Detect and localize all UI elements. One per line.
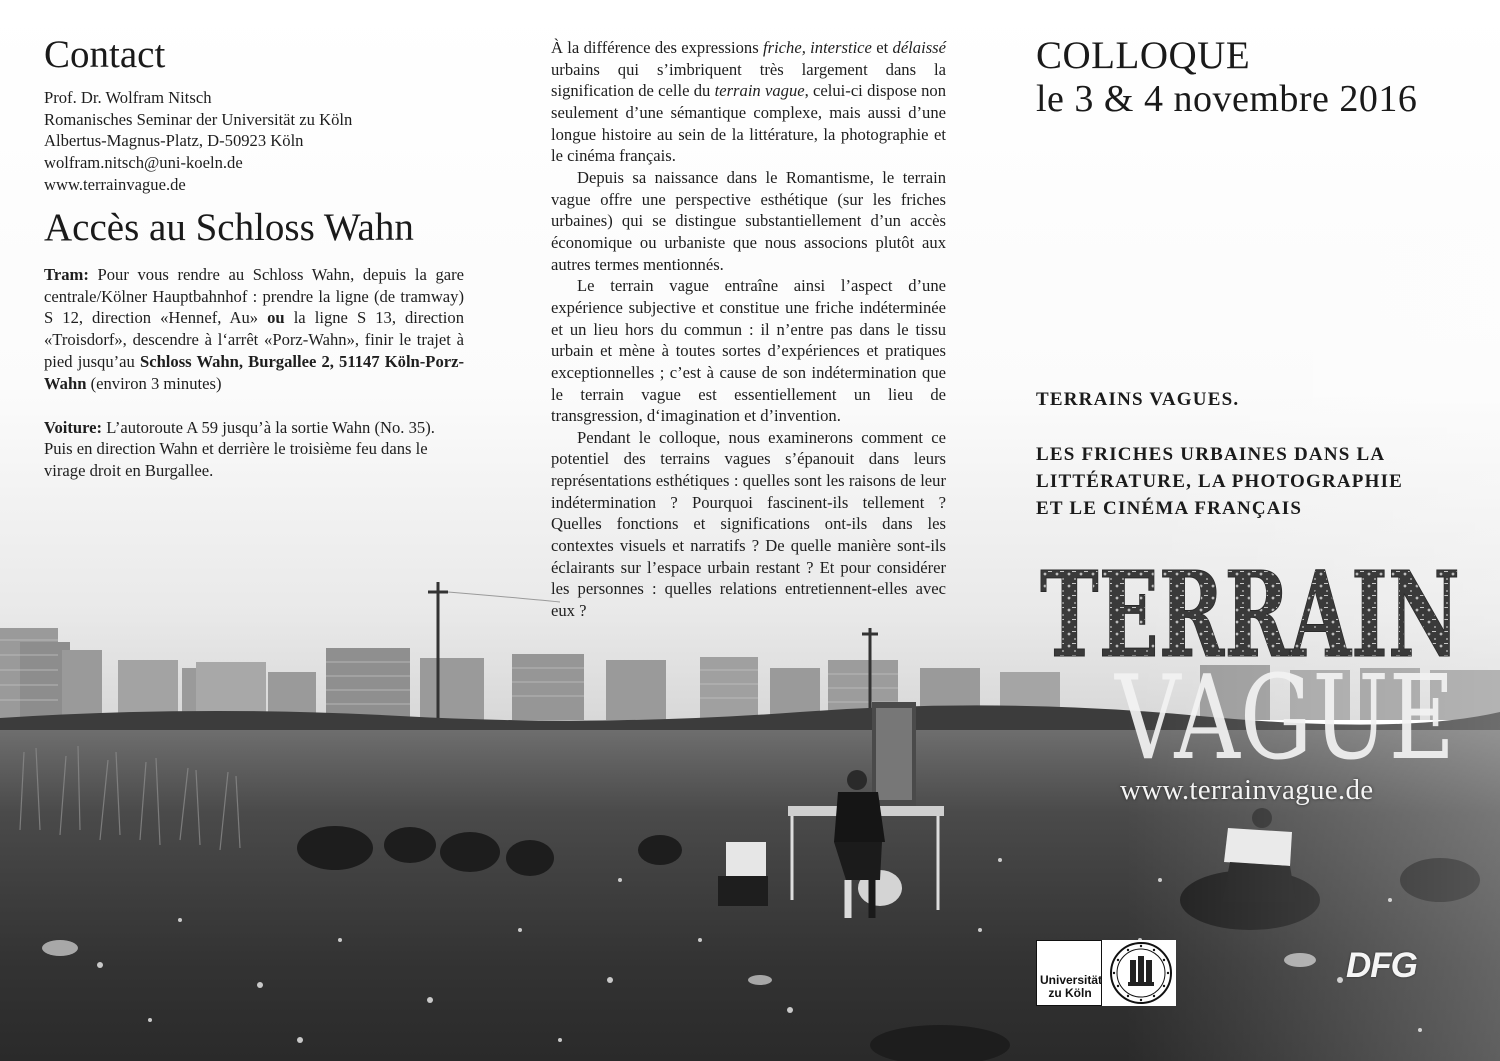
tram-text-2: la ligne S 13, direction «Troisdorf», descendre à l‘arrêt «Porz-Wahn», finir le trajet à pied jusqu’au xyxy=(44,308,464,371)
middle-panel xyxy=(551,37,946,622)
university-logo xyxy=(1036,940,1176,1006)
logotype-line-1: TERRAIN xyxy=(1040,558,1460,684)
event-title: COLLOQUE xyxy=(1036,34,1251,77)
intro-paragraph-3: Le terrain vague entraîne ainsi l’aspect d’une expérience subjective et constitue une friche indéterminée et un lieu hors du commun : il n’entre pas dans le tissu urbain et mène à toutes sortes d’expériences et pratiques exceptionnelles ; c’est à cause de son indétermination que le terrain vague est essentiellement un lieu de transgression, d‘imagination et d’invention. xyxy=(551,276,946,426)
contact-name: Prof. Dr. Wolfram Nitsch xyxy=(44,87,212,107)
contact-block xyxy=(44,87,464,196)
p1-text-a: À la différence des expressions xyxy=(551,38,763,57)
p1-term-friche: friche, interstice xyxy=(763,38,872,57)
theme-line-3: ET LE CINÉMA FRANÇAIS xyxy=(1036,498,1303,519)
intro-paragraph-4: Pendant le colloque, nous examinerons comment ce potentiel des terrains vagues s’épanouit dans leurs représentations esthétiques : quelles sont les raisons de leur indétermination ? Pourquoi fascinent-ils tellement ? Quelles fonctions et significations ont-ils dans les contextes visuels et narratifs ? De quelle manière sont-ils éclairants sur l’espace urbain restant ? Et pour considérer les personnes : quelles relations entretiennent-elles avec eux ? xyxy=(551,427,946,621)
tram-text-1: Pour vous rendre au Schloss Wahn, depuis la gare centrale/Kölner Hauptbahnhof : prendre la ligne (de tramway) S 12, direction «Hennef, Au» xyxy=(44,264,464,328)
contact-address: Albertus-Magnus-Platz, D-50923 Köln xyxy=(44,131,304,151)
theme-title: TERRAINS VAGUES. xyxy=(1036,389,1240,410)
p1-text-d: , celui-ci dispose non seulement d’une sémantique complexe, mais aussi d’une longue histoire au sein de la littérature, la photographie et le cinéma français. xyxy=(551,81,947,166)
contact-heading: Contact xyxy=(44,33,166,76)
car-label: Voiture: xyxy=(44,417,103,437)
access-heading: Accès au Schloss Wahn xyxy=(44,205,414,249)
university-seal-icon xyxy=(1106,940,1176,1006)
car-directions xyxy=(44,417,464,482)
p1-text-c: urbains qui s’imbriquent très largement dans la signification de celle du xyxy=(551,59,946,101)
university-name: Universität zu Köln xyxy=(1040,973,1103,1000)
tram-or: ou xyxy=(267,308,285,328)
theme-line-1: LES FRICHES URBAINES DANS LA xyxy=(1036,444,1386,465)
theme-subtitle xyxy=(1036,441,1466,522)
tram-label: Tram: xyxy=(44,264,89,284)
tram-directions xyxy=(44,264,464,395)
university-wordmark-box xyxy=(1036,940,1102,1006)
theme-line-2: LITTÉRATURE, LA PHOTOGRAPHIE xyxy=(1036,471,1404,492)
p1-text-b: et xyxy=(871,38,893,57)
p1-term-delaisse: délaissé xyxy=(892,38,946,57)
intro-paragraph-2: Depuis sa naissance dans le Romantisme, le terrain vague offre une perspective esthétique (sur les friches urbaines) qui se distingue substantiellement d’un accès économique ou urbaniste que nous associons plutôt aux autres termes mentionnés. xyxy=(551,167,946,274)
venue-address: Schloss Wahn, Burgallee 2, 51147 Köln-Porz-Wahn xyxy=(44,351,464,393)
contact-website-link[interactable]: www.terrainvague.de xyxy=(44,175,186,195)
right-panel xyxy=(1036,34,1476,120)
contact-department: Romanisches Seminar der Universität zu Köln xyxy=(44,109,353,129)
event-website-link[interactable]: www.terrainvague.de xyxy=(1120,774,1374,806)
left-panel xyxy=(44,34,464,482)
contact-email-link[interactable]: wolfram.nitsch@uni-koeln.de xyxy=(44,153,243,173)
intro-paragraph-1 xyxy=(551,37,946,167)
logotype-line-2: VAGUE xyxy=(1113,651,1455,778)
car-text: L’autoroute A 59 jusqu’à la sortie Wahn (No. 35). Puis en direction Wahn et derrière le troisième feu dans le virage droit en Burgallee. xyxy=(44,417,435,481)
dfg-logo: DFG xyxy=(1346,946,1417,985)
tram-text-3: (environ 3 minutes) xyxy=(86,373,222,393)
p1-term-terrain-vague: terrain vague xyxy=(714,81,805,101)
terrain-vague-logotype xyxy=(1030,558,1470,778)
event-date: le 3 & 4 novembre 2016 xyxy=(1036,77,1418,120)
